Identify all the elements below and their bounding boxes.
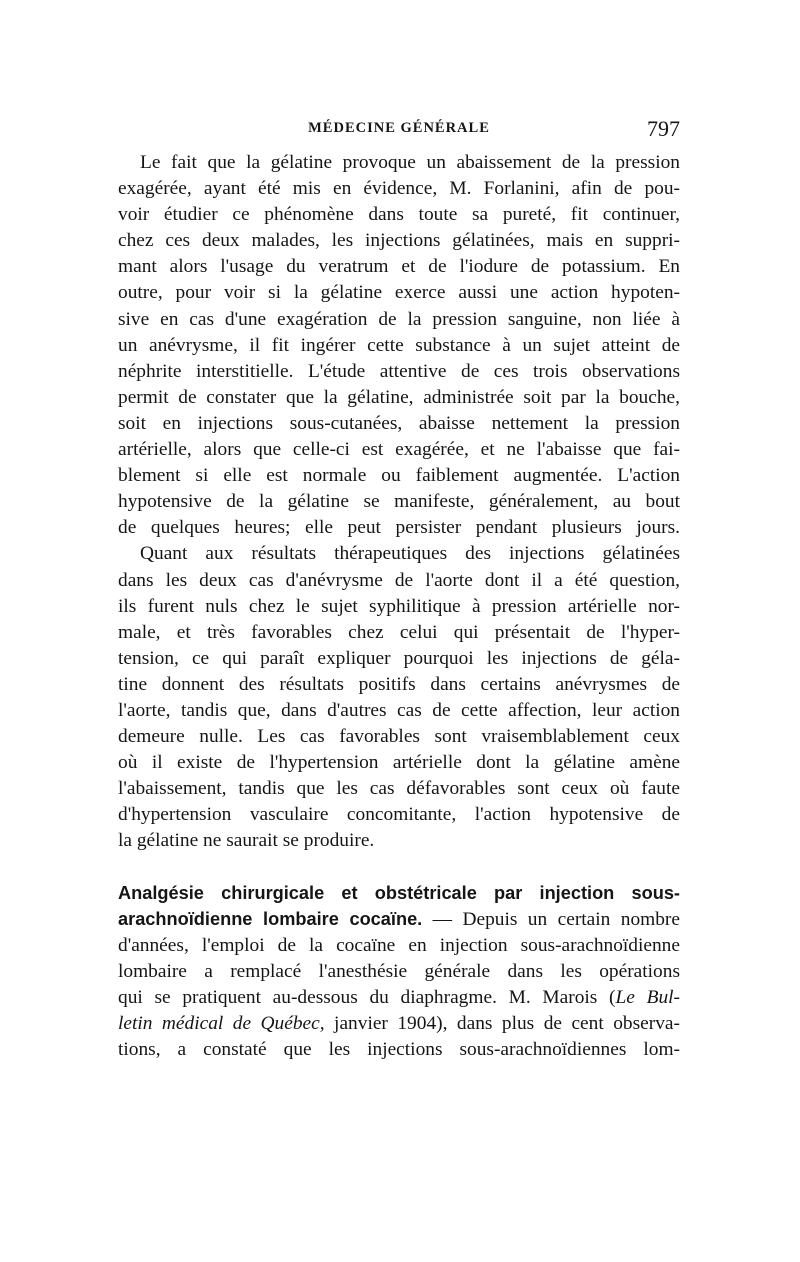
text-line: un anévrysme, il fit ingérer cette substance à un sujet atteint de	[118, 334, 680, 356]
text-line: l'abaissement, tandis que les cas défavorables sont ceux où faute	[118, 778, 680, 800]
page-number: 797	[647, 116, 680, 141]
citation-title: letin médical de Québec,	[118, 1013, 325, 1034]
text-line: permit de constater que la gélatine, administrée soit par la bouche,	[118, 386, 680, 408]
text-line: dans les deux cas d'anévrysme de l'aorte dont il a été question,	[118, 569, 680, 591]
text-line: outre, pour voir si la gélatine exerce aussi une action hypoten-	[118, 282, 680, 304]
text-run: qui se pratiquent au-dessous du diaphragme. M. Marois (	[118, 986, 616, 1008]
paragraph-therapeutic-results	[118, 541, 680, 854]
text-line: l'aorte, tandis que, dans d'autres cas de cette affection, leur action	[118, 699, 680, 721]
paragraph-forlanini-observations	[118, 150, 680, 541]
text-line: artérielle, alors que celle-ci est exagérée, et ne l'abaisse que fai-	[118, 439, 680, 461]
section-heading-end: arachnoïdienne lombaire cocaïne.	[118, 908, 423, 929]
section-analgesie-cocaine	[118, 880, 680, 1064]
text-line: Le fait que la gélatine provoque un abaissement de la pression	[140, 152, 680, 173]
citation-title: Le Bul-	[615, 986, 680, 1008]
text-run: janvier 1904), dans plus de cent observa-	[324, 1013, 680, 1034]
text-line: male, et très favorables chez celui qui présentait de l'hyper-	[118, 621, 680, 643]
text-line: demeure nulle. Les cas favorables sont vraisemblablement ceux	[118, 726, 680, 748]
text-line	[118, 1011, 680, 1037]
text-line: sive en cas d'une exagération de la pression sanguine, non liée à	[118, 308, 680, 330]
text-line	[118, 985, 680, 1011]
text-line: chez ces deux malades, les injections gélatinées, mais en suppri-	[118, 230, 680, 252]
text-line: tension, ce qui paraît expliquer pourquoi les injections de géla-	[118, 647, 680, 669]
book-page	[118, 118, 680, 1063]
running-title: MÉDECINE GÉNÉRALE	[308, 120, 490, 136]
text-line: Quant aux résultats thérapeutiques des injections gélatinées	[140, 543, 680, 565]
text-line: mant alors l'usage du veratrum et de l'iodure de potassium. En	[118, 256, 680, 278]
running-header	[118, 118, 680, 146]
text-line: hypotensive de la gélatine se manifeste, généralement, au bout	[118, 491, 680, 513]
section-heading-line: Analgésie chirurgicale et obstétricale par injection sous-	[118, 882, 680, 903]
text-line: lombaire a remplacé l'anesthésie générale dans les opérations	[118, 960, 680, 982]
text-line: ils furent nuls chez le sujet syphilitique à pression artérielle nor-	[118, 595, 680, 617]
text-run: — Depuis un certain nombre	[422, 908, 680, 930]
text-line: exagérée, ayant été mis en évidence, M. Forlanini, afin de pou-	[118, 178, 680, 200]
text-line: tine donnent des résultats positifs dans certains anévrysmes de	[118, 673, 680, 695]
text-line: soit en injections sous-cutanées, abaisse nettement la pression	[118, 412, 680, 434]
text-line: blement si elle est normale ou faiblement augmentée. L'action	[118, 465, 680, 487]
text-line: de quelques heures; elle peut persister pendant plusieurs jours.	[118, 517, 680, 539]
text-line: d'hypertension vasculaire concomitante, l'action hypotensive de	[118, 804, 680, 826]
text-line: la gélatine ne saurait se produire.	[118, 830, 375, 852]
section-spacer	[118, 855, 680, 880]
text-line: voir étudier ce phénomène dans toute sa pureté, fit continuer,	[118, 204, 680, 226]
text-line: où il existe de l'hypertension artérielle dont la gélatine amène	[118, 752, 680, 774]
text-line: d'années, l'emploi de la cocaïne en injection sous-arachnoïdienne	[118, 934, 680, 956]
text-line	[118, 906, 680, 933]
text-line: tions, a constaté que les injections sous-arachnoïdiennes lom-	[118, 1039, 680, 1061]
text-line: néphrite interstitielle. L'étude attentive de ces trois observations	[118, 360, 680, 382]
